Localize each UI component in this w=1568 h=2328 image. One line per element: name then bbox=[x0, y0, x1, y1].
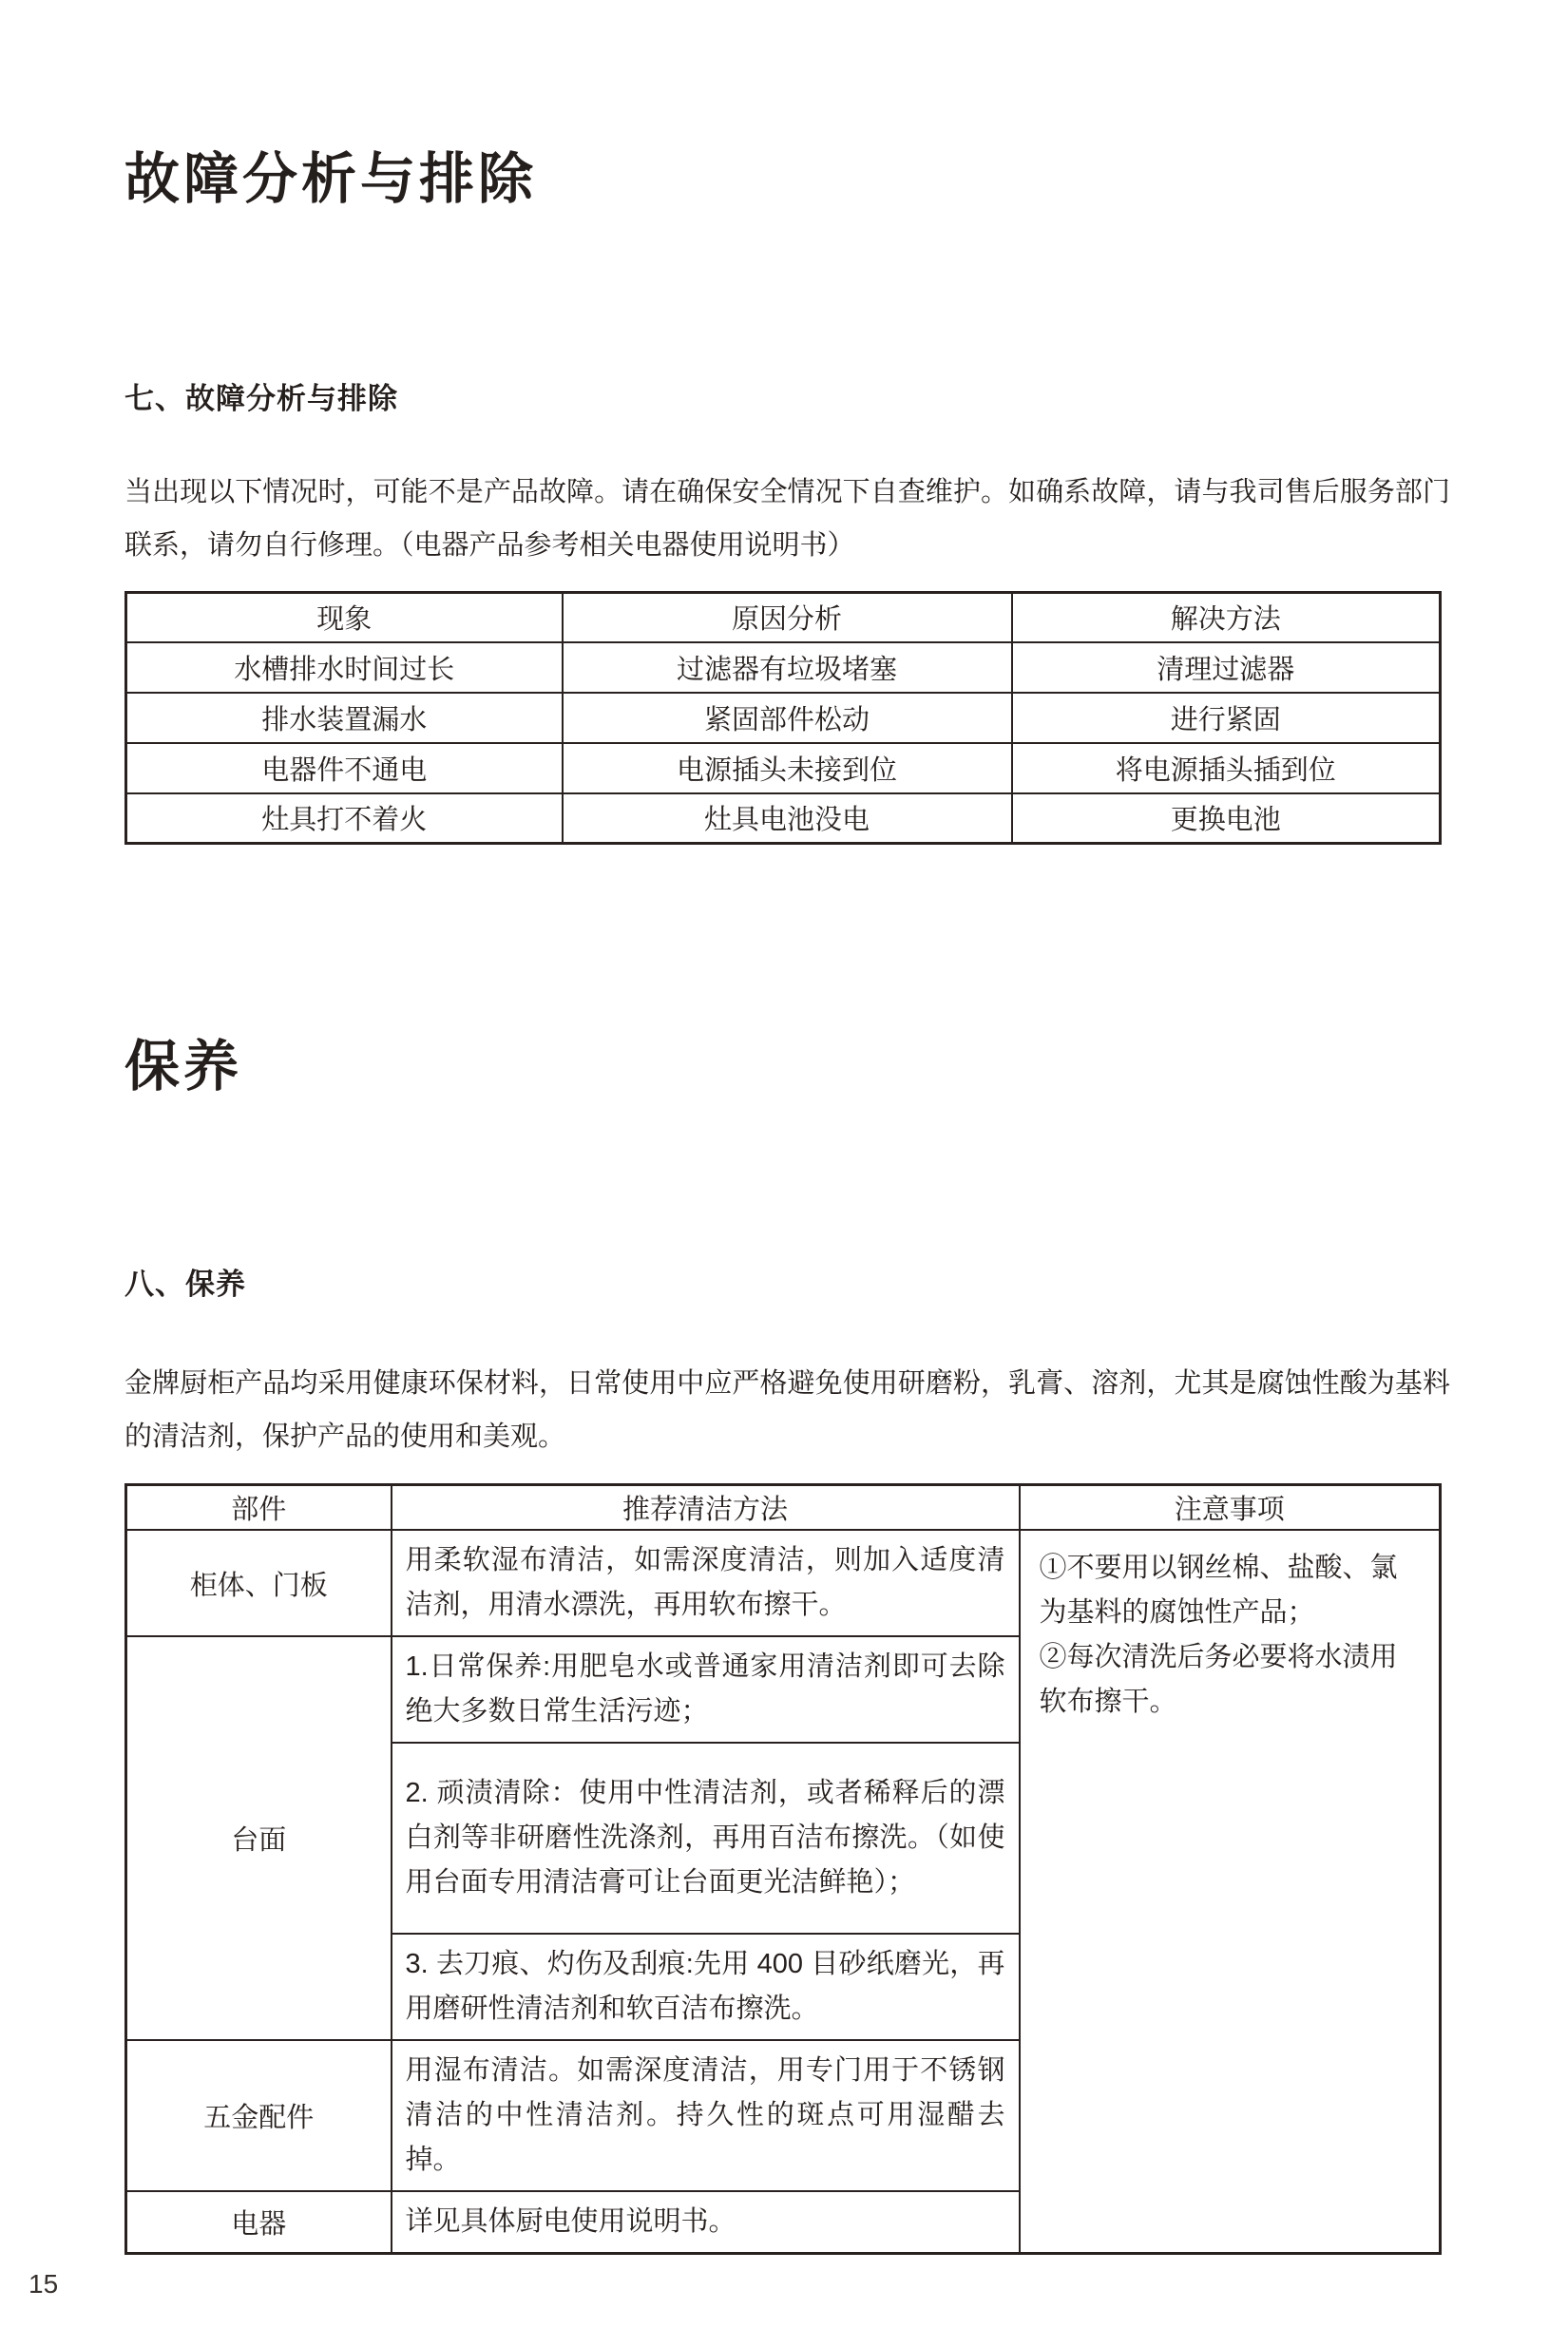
column-header-solution: 解决方法 bbox=[1012, 593, 1441, 642]
column-header-cause: 原因分析 bbox=[563, 593, 1012, 642]
table-row bbox=[126, 693, 1441, 743]
troubleshooting-table bbox=[124, 591, 1442, 845]
cell-cause: 灶具电池没电 bbox=[563, 793, 1012, 844]
cell-part-appliance: 电器 bbox=[126, 2191, 392, 2254]
table-row bbox=[126, 793, 1441, 844]
cell-method-hardware: 用湿布清洁。如需深度清洁，用专门用于不锈钢清洁的中性清洁剂。持久性的斑点可用湿醋去掉。 bbox=[392, 2040, 1020, 2191]
cell-solution: 进行紧固 bbox=[1012, 693, 1441, 743]
cell-phenomenon: 电器件不通电 bbox=[126, 743, 563, 793]
cell-phenomenon: 水槽排水时间过长 bbox=[126, 642, 563, 693]
cell-part-cabinet: 柜体、门板 bbox=[126, 1530, 392, 1636]
maintenance-table bbox=[124, 1483, 1442, 2255]
cell-part-countertop: 台面 bbox=[126, 1636, 392, 2040]
note-item-2: ②每次清洗后务必要将水渍用软布擦干。 bbox=[1039, 1642, 1398, 1717]
table-row bbox=[126, 743, 1441, 793]
cell-cause: 电源插头未接到位 bbox=[563, 743, 1012, 793]
cell-solution: 更换电池 bbox=[1012, 793, 1441, 844]
table-header-row bbox=[126, 593, 1441, 642]
maintenance-title: 保养 bbox=[124, 1036, 243, 1097]
cell-phenomenon: 排水装置漏水 bbox=[126, 693, 563, 743]
cell-solution: 清理过滤器 bbox=[1012, 642, 1441, 693]
cell-notes bbox=[1020, 1530, 1441, 2254]
cell-method-countertop-scratches: 3. 去刀痕、灼伤及刮痕:先用 400 目砂纸磨光，再用磨研性清洁剂和软百洁布擦洗。 bbox=[392, 1934, 1020, 2040]
troubleshooting-title: 故障分析与排除 bbox=[124, 148, 538, 210]
cell-method-appliance: 详见具体厨电使用说明书。 bbox=[392, 2191, 1020, 2254]
cell-cause: 紧固部件松动 bbox=[563, 693, 1012, 743]
cell-part-hardware: 五金配件 bbox=[126, 2040, 392, 2191]
column-header-phenomenon: 现象 bbox=[126, 593, 563, 642]
table-header-row bbox=[126, 1485, 1441, 1531]
cell-solution: 将电源插头插到位 bbox=[1012, 743, 1441, 793]
cell-method-cabinet: 用柔软湿布清洁，如需深度清洁，则加入适度清洁剂，用清水漂洗，再用软布擦干。 bbox=[392, 1530, 1020, 1636]
page-number: 15 bbox=[29, 2269, 59, 2299]
troubleshooting-section-heading: 七、故障分析与排除 bbox=[124, 382, 398, 415]
cell-method-countertop-stains: 2. 顽渍清除：使用中性清洁剂，或者稀释后的漂白剂等非研磨性洗涤剂，再用百洁布擦洗。（如使用台面专用清洁膏可让台面更光洁鲜艳）； bbox=[392, 1743, 1020, 1934]
troubleshooting-intro-paragraph: 当出现以下情况时，可能不是产品故障。请在确保安全情况下自查维护。如确系故障，请与我司售后服务部门联系，请勿自行修理。（电器产品参考相关电器使用说明书） bbox=[124, 477, 1450, 561]
maintenance-intro-paragraph: 金牌厨柜产品均采用健康环保材料，日常使用中应严格避免使用研磨粉，乳膏、溶剂，尤其是腐蚀性酸为基料的清洁剂，保护产品的使用和美观。 bbox=[124, 1368, 1450, 1452]
note-item-1: ①不要用以钢丝棉、盐酸、氯为基料的腐蚀性产品； bbox=[1039, 1553, 1398, 1628]
table-row bbox=[126, 642, 1441, 693]
column-header-method: 推荐清洁方法 bbox=[392, 1485, 1020, 1531]
cell-method-countertop-daily: 1.日常保养:用肥皂水或普通家用清洁剂即可去除绝大多数日常生活污迹； bbox=[392, 1636, 1020, 1743]
table-row-cabinet bbox=[126, 1530, 1441, 1636]
cell-cause: 过滤器有垃圾堵塞 bbox=[563, 642, 1012, 693]
cell-phenomenon: 灶具打不着火 bbox=[126, 793, 563, 844]
maintenance-section-heading: 八、保养 bbox=[124, 1268, 246, 1301]
column-header-notes: 注意事项 bbox=[1020, 1485, 1441, 1531]
column-header-part: 部件 bbox=[126, 1485, 392, 1531]
